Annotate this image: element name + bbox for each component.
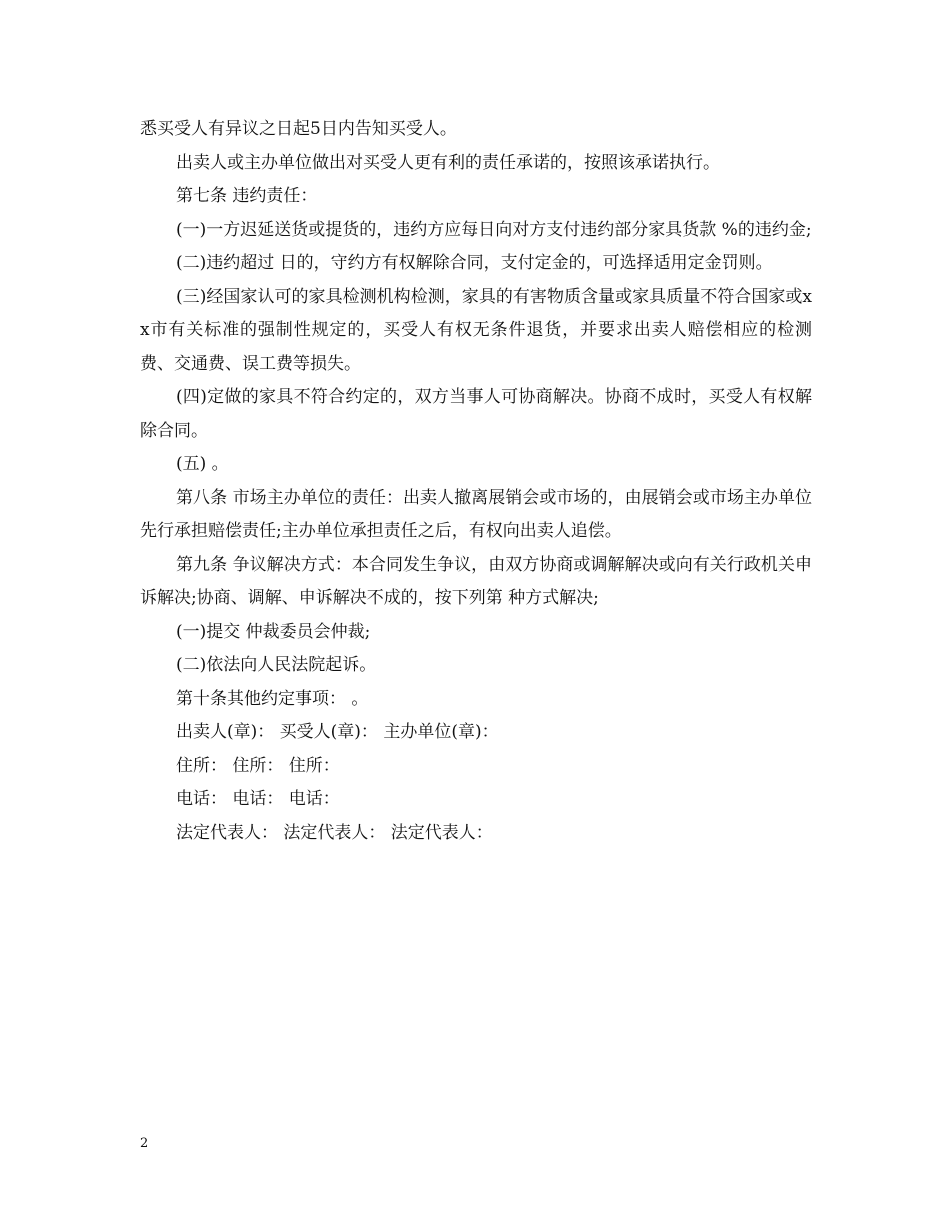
article-7-item-3: (三)经国家认可的家具检测机构检测，家具的有害物质含量或家具质量不符合国家或xx市有关标准的强制性规定的，买受人有权无条件退货，并要求出卖人赔偿相应的检测费、交通费、误工费等损失。 — [140, 286, 812, 374]
signature-representative-line: 法定代表人： 法定代表人： 法定代表人： — [176, 822, 493, 843]
article-10: 第十条其他约定事项： 。 — [176, 688, 369, 709]
signature-phone-line: 电话： 电话： 电话： — [176, 789, 340, 809]
page-number: 2 — [140, 1136, 149, 1151]
article-9-item-1: (一)提交 仲裁委员会仲裁; — [176, 621, 371, 642]
article-9-item-2: (二)依法向人民法院起诉。 — [176, 655, 377, 675]
paragraph-1: 悉买受人有异议之日起5日内告知买受人。 — [140, 119, 457, 139]
article-9: 第九条 争议解决方式：本合同发生争议，由双方协商或调解解决或向有关行政机关申诉解决;协商、调解、申诉解决不成的，按下列第 种方式解决; — [140, 554, 812, 608]
article-8: 第八条 市场主办单位的责任：出卖人撤离展销会或市场的，由展销会或市场主办单位先行承担赔偿责任;主办单位承担责任之后，有权向出卖人追偿。 — [140, 487, 812, 541]
article-7-item-5: (五) 。 — [176, 454, 229, 474]
article-7-item-2: (二)违约超过 日的，守约方有权解除合同，支付定金的，可选择适用定金罚则。 — [176, 253, 773, 273]
article-7-item-1: (一)一方迟延送货或提货的，违约方应每日向对方支付违约部分家具货款 %的违约金; — [176, 219, 812, 240]
signature-seals-line: 出卖人(章)： 买受人(章)： 主办单位(章)： — [176, 722, 499, 742]
document-body — [140, 113, 812, 850]
paragraph-2: 出卖人或主办单位做出对买受人更有利的责任承诺的，按照该承诺执行。 — [176, 152, 720, 173]
article-7-heading: 第七条 违约责任： — [176, 186, 318, 206]
article-7-item-4: (四)定做的家具不符合约定的，双方当事人可协商解决。协商不成时，买受人有权解除合同。 — [140, 387, 812, 441]
signature-address-line: 住所： 住所： 住所： — [176, 755, 340, 776]
